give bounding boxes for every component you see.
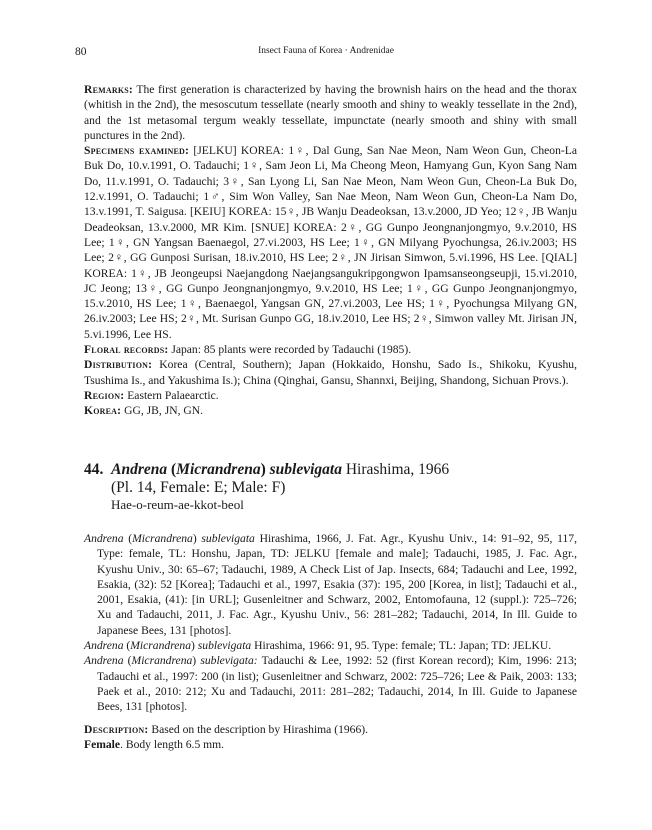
syn-subgenus: Micrandrena	[131, 654, 193, 668]
species-number: 44.	[84, 461, 104, 478]
region-paragraph	[84, 388, 577, 403]
running-title: Insect Fauna of Korea · Andrenidae	[258, 46, 394, 56]
syn-subgenus: Micrandrena	[130, 639, 192, 653]
female-text: . Body length 6.5 mm.	[120, 738, 225, 752]
synonymy-entry: Andrena (Micrandrena) sublevigata Hirashima, 1966, J. Fat. Agr., Kyushu Univ., 14: 91–92, 95, 117, Type: female, TL: Honshu, Japan, TD: JELKU [female and male]; Tadauchi, 1985, J. Fac. Agr., Kyushu Univ., 30: 65–67; Tadauchi, 1989, A Check List of Jap. Insects, 684; Tadauchi and Lee, 1992, Esakia, (32): 52 [Korea]; Tadauchi et al., 1997, Esakia (37): 195, 200 [Korea, in list]; Tadauchi et al., 2001, Esakia, (41): [in URL]; Gusenleitner and Schwarz, 2002, Entomofauna, 12 (suppl.): 725–726; Xu and Tadauchi, 2011, J. Fac. Agr., Kyushu Univ., 56: 281–282; Tadauchi, 2014, In Ill. Guide to Japanese Bees, 131 [photos].	[84, 532, 577, 637]
remarks-paragraph	[84, 82, 577, 143]
synonymy-entry: Andrena (Micrandrena) sublevigata: Tadauchi & Lee, 1992: 52 (first Korean record); Kim, 1996: 213; Tadauchi et al., 1997: 200 (in list); Gusenleitner and Schwarz, 2002: 725–726; Lee & Paik, 2003: 133; Paek et al., 2010: 212; Xu and Tadauchi, 2011: 281–282; Tadauchi, 2014, In Ill. Guide to Japanese Bees, 131 [photos].	[84, 654, 577, 714]
syn-epithet: sublevigata	[197, 639, 252, 653]
region-label: Region:	[84, 388, 125, 402]
species-author: Hirashima, 1966	[345, 461, 450, 478]
syn-genus: Andrena	[84, 532, 124, 545]
female-paragraph	[84, 737, 577, 752]
synonymy-entry: Andrena (Micrandrena) sublevigata Hirashima, 1966: 91, 95. Type: female; TL: Japan; TD: JELKU.	[84, 639, 552, 653]
distribution-paragraph	[84, 357, 577, 388]
species-subgenus-open: (	[171, 461, 177, 478]
syn-text: Tadauchi & Lee, 1992: 52 (first Korean record); Kim, 1996: 213; Tadauchi et al., 1997: 200 (in list); Gusenleitner and Schwarz, 2002: 725–726; Lee & Paik, 2003: 133; Paek et al., 2010: 212; Xu and Tadauchi, 2011: 281–282; Tadauchi, 2014, In Ill. Guide to Japanese Bees, 131 [photos].	[97, 654, 577, 714]
syn-genus: Andrena	[84, 639, 124, 653]
distribution-label: Distribution:	[84, 358, 153, 372]
page-number: 80	[75, 46, 87, 58]
specimens-label: Specimens examined:	[84, 144, 190, 158]
syn-text: Hirashima, 1966: 91, 95. Type: female; TL: Japan; TD: JELKU.	[254, 639, 552, 653]
syn-genus: Andrena	[84, 654, 124, 668]
species-subgenus: Micrandrena	[176, 461, 261, 478]
species-genus: Andrena	[111, 461, 168, 478]
remarks-label: Remarks:	[84, 83, 133, 96]
female-label: Female	[84, 738, 121, 752]
floral-text: Japan: 85 plants were recorded by Tadauchi (1985).	[171, 343, 412, 357]
specimens-paragraph	[84, 143, 577, 342]
syn-subgenus: Micrandrena	[132, 532, 193, 545]
distribution-text: Korea (Central, Southern); Japan (Hokkaido, Honshu, Sado Is., Shikoku, Kyushu, Tsushima Is., and Yakushima Is.); China (Qinghai, Gansu, Shannxi, Beijing, Shandong, Sichuan Provs.).	[84, 358, 577, 387]
description-section	[84, 722, 577, 753]
remarks-text: The first generation is characterized by having the brownish hairs on the head and the thorax (whitish in the 2nd), the mesoscutum tessellate (nearly smooth and shiny to weakly tessellate in the 2nd), and the 1st metasomal tergum weakly tessellate, impunctate (nearly smooth and shiny with small punctures in the 2nd).	[84, 83, 577, 142]
floral-label: Floral records:	[84, 343, 169, 357]
korea-label: Korea:	[84, 404, 122, 418]
syn-text: Hirashima, 1966, J. Fat. Agr., Kyushu Univ., 14: 91–92, 95, 117, Type: female, TL: Honshu, Japan, TD: JELKU [female and male]; Tadauchi, 1985, J. Fac. Agr., Kyushu Univ., 30: 65–67; Tadauchi, 1989, A Check List of Jap. Insects, 684; Tadauchi and Lee, 1992, Esakia, (32): 52 [Korea]; Tadauchi et al., 1997, Esakia (37): 195, 200 [Korea, in list]; Tadauchi et al., 2001, Esakia, (41): [in URL]; Gusenleitner and Schwarz, 2002, Entomofauna, 12 (suppl.): 725–726; Xu and Tadauchi, 2011, J. Fac. Agr., Kyushu Univ., 56: 281–282; Tadauchi, 2014, In Ill. Guide to Japanese Bees, 131 [photos].	[97, 532, 577, 637]
synonymy-list	[84, 531, 577, 715]
species-heading	[84, 461, 449, 479]
species-plate: (Pl. 14, Female: E; Male: F)	[111, 479, 286, 496]
region-text: Eastern Palaearctic.	[127, 388, 219, 402]
korea-paragraph	[84, 403, 577, 418]
syn-epithet: sublevigata:	[200, 654, 258, 668]
description-text: Based on the description by Hirashima (1966).	[151, 723, 369, 736]
korea-text: GG, JB, JN, GN.	[124, 404, 204, 418]
species-epithet: sublevigata	[269, 461, 342, 478]
specimens-text: [JELKU] KOREA: 1♀, Dal Gung, San Nae Meon, Nam Weon Gun, Cheon-La Buk Do, 10.v.1991, O. Tadauchi; 1♀, Sam Jeon Li, Ma Cheong Meon, Hamyang Gun, Kyon Sang Nam Do, 11.v.1991, O. Tadauchi; 3♀, San Lyong Li, San Nae Meon, Nam Weon Gun, Cheon-La Buk Do, 12.v.1991, O. Tadauchi; 1♂, Sim Won Valley, San Nae Meon, Nam Weon Gun, Cheon-La Nam Do, 13.v.1991, T. Saigusa. [KEIU] KOREA: 15♀, JB Wanju Deadeoksan, 13.v.2000, JD Yeo; 12♀, JB Wanju Deadeoksan, 13.v.2000, MR Kim. [SNUE] KOREA: 2♀, GG Gunpo Jeongnanjongmyo, 9.v.2010, HS Lee; 1♀, GN Yangsan Baenaegol, 27.vi.2003, HS Lee; 1♀, GN Milyang Pyochungsa, 26.iv.2003; HS Lee; 2♀, GG Gunposi Surisan, 18.iv.2010, HS Lee; 2♀, JN Jirisan Simwon, 5.vi.1996, HS Lee. [QIAL] KOREA: 1♀, JB Jeongeupsi Naejangdong Naejangsangukripgongwon Ipamsanseongseupji, 15.vi.2010, JC Jeong; 13♀, GG Gunpo Jeongnanjongmyo, 9.v.2010, HS Lee; 1♀, GG Gunpo Jeongnanjongmyo, 15.v.2010, HS Lee; 1♀, Baenaegol, Yangsan GN, 27.vi.2003, Lee HS; 1♀, Pyochungsa Milyang GN, 26.iv.2003; Lee HS; 2♀, Mt. Surisan Gunpo GG, 18.iv.2010, Lee HS; 2♀, Simwon valley Mt. Jirisan JN, 5.vi.1996, Lee HS.	[84, 144, 577, 341]
description-label: Description:	[84, 723, 149, 736]
previous-species-section	[84, 82, 577, 419]
description-paragraph	[84, 722, 577, 737]
floral-paragraph	[84, 342, 577, 357]
species-subgenus-close: )	[260, 461, 266, 478]
syn-epithet: sublevigata	[201, 532, 255, 545]
species-korean-name: Hae-o-reum-ae-kkot-beol	[111, 497, 244, 512]
